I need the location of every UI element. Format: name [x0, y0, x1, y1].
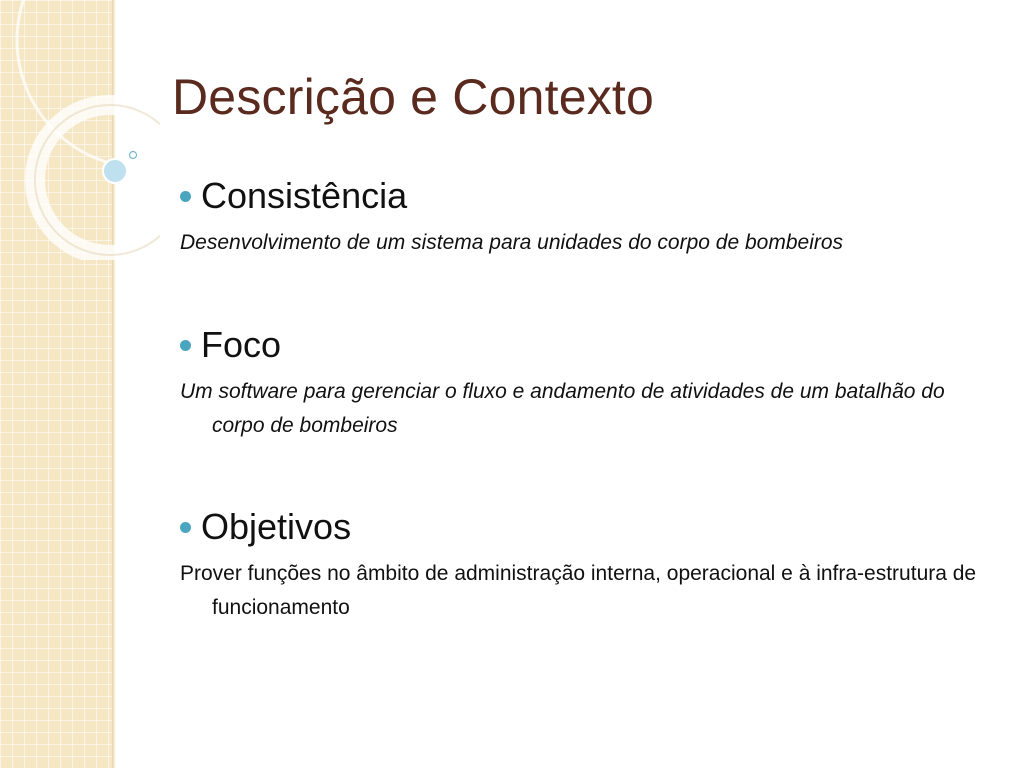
- section-consistencia: [180, 174, 980, 260]
- section-text: Desenvolvimento de um sistema para unidades do corpo de bombeiros: [180, 231, 844, 254]
- bullet-icon: [180, 340, 191, 351]
- slide-title: Descrição e Contexto: [172, 69, 655, 125]
- bullet-icon: [180, 522, 191, 533]
- section-text: Prover funções no âmbito de administração interna, operacional e à infra-estrutura de funcionamento: [180, 562, 977, 619]
- thick-ring: [35, 105, 160, 255]
- small-ring-dot: [130, 152, 137, 159]
- section-heading: Consistência: [201, 175, 408, 216]
- section-objetivos: [180, 505, 980, 625]
- bullet-icon: [180, 191, 191, 202]
- section-text: Um software para gerenciar o fluxo e andamento de atividades de um batalhão do corpo de bombeiros: [180, 380, 945, 437]
- section-heading: Objetivos: [201, 506, 352, 547]
- blue-dot: [103, 159, 127, 183]
- section-heading: Foco: [201, 324, 282, 365]
- section-foco: [180, 323, 980, 443]
- decorative-rings: [0, 0, 160, 260]
